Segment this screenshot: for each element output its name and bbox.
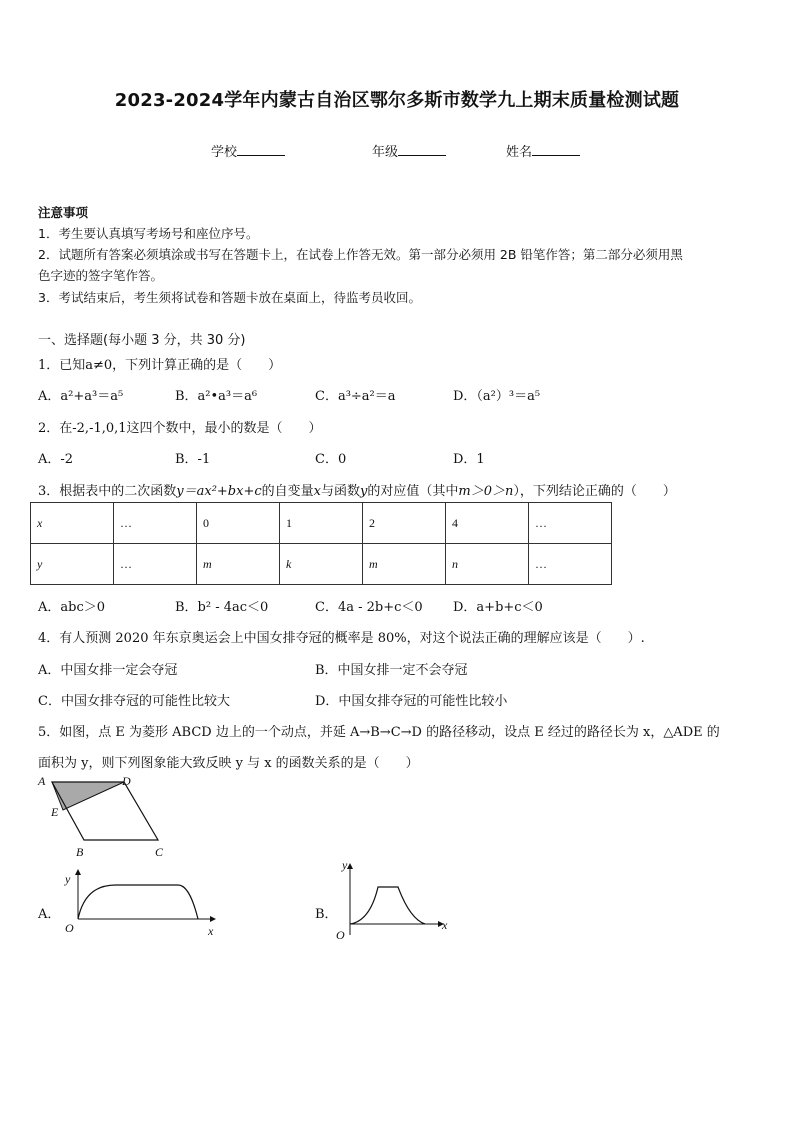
table-row [31,503,612,544]
grade-label: 年级 [372,145,399,160]
x-label: x [442,918,448,932]
x-label: x [208,924,214,938]
name-field [506,141,580,160]
q5-option-b-label[interactable]: B． [315,907,338,922]
y-label: y [342,858,348,872]
table-cell: … [114,503,197,544]
question-1-stem: 1．已知a≠0，下列计算正确的是（ ） [38,358,282,373]
grade-field [372,141,446,160]
q3-option-b[interactable]: B．b² - 4ac＜0 [175,600,269,615]
y-label: y [65,872,71,886]
q3-value-table [30,502,612,585]
q4-option-d[interactable]: D．中国女排夺冠的可能性比较小 [315,694,508,709]
note-item: 2．试题所有答案必须填涂或书写在答题卡上，在试卷上作答无效。第一部分必须用 2B 铅笔作答；第二部分必须用黑 [38,247,683,262]
table-cell: 2 [363,503,446,544]
q3-condition: m＞0＞n [458,484,514,499]
q3-option-c[interactable]: C．4a - 2b+c＜0 [315,600,423,615]
q3-stem-a: 3．根据表中的二次函数 [38,484,177,499]
table-cell: m [363,544,446,585]
origin-label: O [336,928,345,942]
page-title: 2023-2024学年内蒙古自治区鄂尔多斯市数学九上期末质量检测试题 [114,90,680,111]
question-3-stem [38,480,676,499]
q3-stem-b: 的自变量 [261,484,314,499]
q2-option-c[interactable]: C．0 [315,452,347,467]
table-cell: y [31,544,114,585]
q3-stem-e: ），下列结论正确的（ ） [513,484,676,499]
y-axis-arrow [75,869,81,875]
note-item: 1．考生要认真填写考场号和座位序号。 [38,226,259,241]
note-item: 3．考试结束后，考生须将试卷和答题卡放在桌面上，待监考员收回。 [38,290,421,305]
question-4-stem: 4．有人预测 2020 年东京奥运会上中国女排夺冠的概率是 80%，对这个说法正确的理解应该是（ ）. [38,631,645,646]
table-cell: … [529,544,612,585]
curve-b [350,887,425,924]
label-e: E [51,805,59,819]
table-cell: n [446,544,529,585]
school-label: 学校 [211,145,238,160]
q2-option-b[interactable]: B．-1 [175,452,211,467]
notes-heading: 注意事项 [38,205,89,220]
label-b: B [76,845,84,859]
table-cell: 4 [446,503,529,544]
table-cell: x [31,503,114,544]
label-a: A [38,774,46,788]
q3-stem-d: 的对应值（其中 [367,484,459,499]
grade-blank[interactable] [398,143,446,156]
q1-option-a[interactable]: A．a²+a³＝a⁵ [38,389,124,404]
q3-var-y: y [360,484,368,499]
question-5-line-2: 面积为 y，则下列图象能大致反映 y 与 x 的函数关系的是（ ） [38,756,419,771]
note-item: 色字迹的签字笔作答。 [38,268,164,283]
label-d: D [122,774,131,788]
section-heading: 一、选择题(每小题 3 分，共 30 分) [38,333,246,348]
question-5-line-1: 5．如图，点 E 为菱形 ABCD 边上的一个动点，并延 A→B→C→D 的路径移动，设点 E 经过的路径长为 x，△ADE 的 [38,725,720,740]
table-cell: … [529,503,612,544]
q1-option-b[interactable]: B．a²•a³＝a⁶ [175,389,258,404]
table-cell: m [197,544,280,585]
x-axis-arrow [210,916,216,922]
name-blank[interactable] [532,143,580,156]
q3-option-a[interactable]: A．abc＞0 [38,600,106,615]
table-cell: 1 [280,503,363,544]
origin-label: O [65,921,74,935]
q3-option-d[interactable]: D．a+b+c＜0 [453,600,543,615]
school-blank[interactable] [237,143,285,156]
table-cell: … [114,544,197,585]
table-cell: 0 [197,503,280,544]
table-cell: k [280,544,363,585]
school-field [211,141,285,160]
q3-function: y＝ax²+bx+c [176,484,262,499]
q2-option-d[interactable]: D．1 [453,452,485,467]
question-2-stem: 2．在-2,-1,0,1这四个数中，最小的数是（ ） [38,421,322,436]
q3-var-x: x [313,484,321,499]
q1-option-c[interactable]: C．a³÷a²＝a [315,389,396,404]
q5-option-a-label[interactable]: A． [38,907,61,922]
shaded-triangle-ade [52,782,124,810]
graph-a[interactable] [60,863,220,943]
q4-option-b[interactable]: B．中国女排一定不会夺冠 [315,663,468,678]
q1-option-d[interactable]: D．（a²）³＝a⁵ [453,389,541,404]
q4-option-c[interactable]: C．中国女排夺冠的可能性比较大 [38,694,230,709]
label-c: C [155,845,164,859]
graph-b[interactable] [330,855,470,945]
q4-option-a[interactable]: A．中国女排一定会夺冠 [38,663,178,678]
rhombus-figure [36,772,176,862]
name-label: 姓名 [506,145,533,160]
table-row [31,544,612,585]
q2-option-a[interactable]: A．-2 [38,452,74,467]
curve-a [78,885,198,919]
y-axis-arrow [347,863,353,869]
q3-stem-c: 与函数 [321,484,361,499]
